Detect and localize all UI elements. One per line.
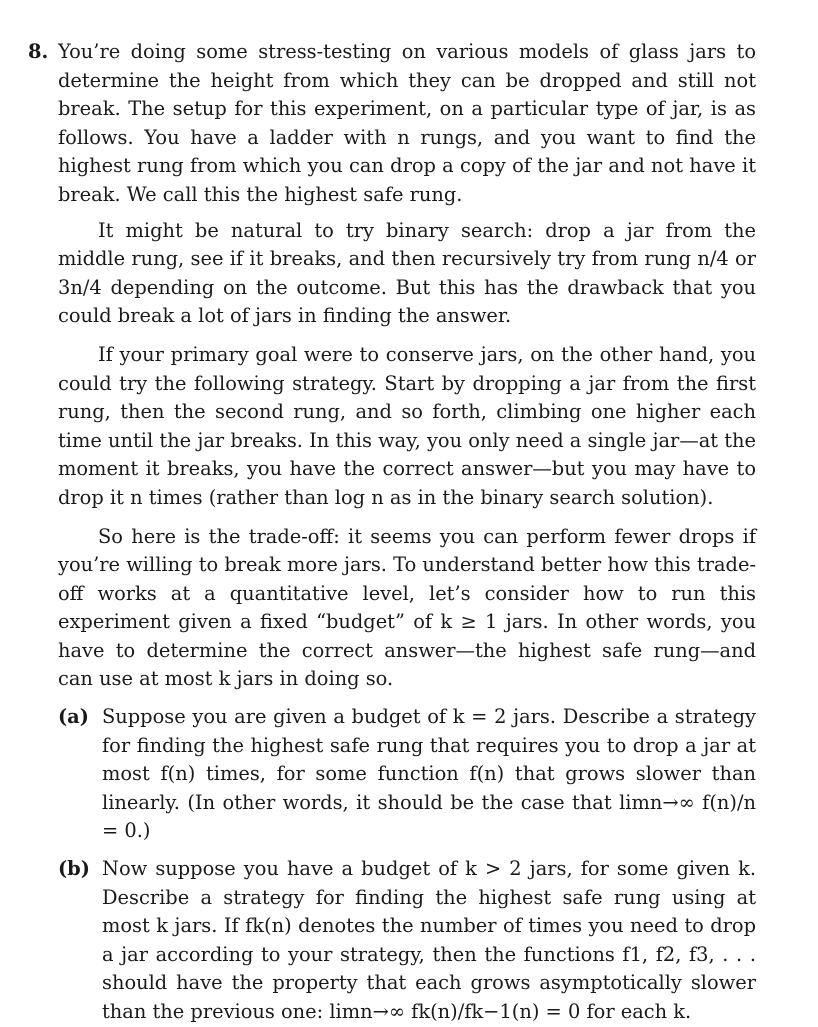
part-a-label: (a) [58, 705, 89, 729]
part-b-text: Now suppose you have a budget of k > 2 jars, for some given k. Describe a strategy for finding the highest safe rung using at most k jars. If fk(n) denotes the number of times you need to drop a jar according to your strategy, then the functions f1, f2, f3, . . . should have the property that each grows asymptotically slower than the previous one: limn→∞ fk(n)/fk−1(n) = 0 for each k. [102, 857, 756, 1023]
paragraph-tradeoff: So here is the trade-off: it seems you can perform fewer drops if you’re willing to break more jars. To understand better how this trade-off works at a quantitative level, let’s consider how to run this experiment given a fixed “budget” of k ≥ 1 jars. In other words, you have to determine the correct answer—the highest safe rung—and can use at most k jars in doing so. [58, 524, 756, 691]
paragraph-binary-search: It might be natural to try binary search: drop a jar from the middle rung, see if it breaks, and then recursively try from rung n/4 or 3n/4 depending on the outcome. But this has the drawback that you could break a lot of jars in finding the answer. [58, 218, 756, 328]
part-b [58, 855, 756, 1027]
problem-intro: You’re doing some stress-testing on various models of glass jars to determine the height from which they can be dropped and still not break. The setup for this experiment, on a particular type of jar, is as follows. You have a ladder with n rungs, and you want to find the highest rung from which you can drop a copy of the jar and not have it break. We call this the highest safe rung. [58, 40, 756, 206]
paragraph-conserve-jars: If your primary goal were to conserve jars, on the other hand, you could try the following strategy. Start by dropping a jar from the first rung, then the second rung, and so forth, climbing one higher each time until the jar breaks. In this way, you only need a single jar—at the moment it breaks, you have the correct answer—but you may have to drop it n times (rather than log n as in the binary search solution). [58, 342, 756, 509]
problem-continuation [58, 217, 756, 1027]
problem-body [58, 38, 756, 210]
part-a-text: Suppose you are given a budget of k = 2 jars. Describe a strategy for finding the highest safe rung that requires you to drop a jar at most f(n) times, for some function f(n) that grows slower than linearly. (In other words, it should be the case that limn→∞ f(n)/n = 0.) [102, 705, 756, 843]
part-b-label: (b) [58, 857, 90, 881]
part-a [58, 703, 756, 846]
textbook-page [28, 38, 756, 1027]
problem-8 [28, 38, 756, 210]
problem-number: 8. [28, 40, 49, 63]
